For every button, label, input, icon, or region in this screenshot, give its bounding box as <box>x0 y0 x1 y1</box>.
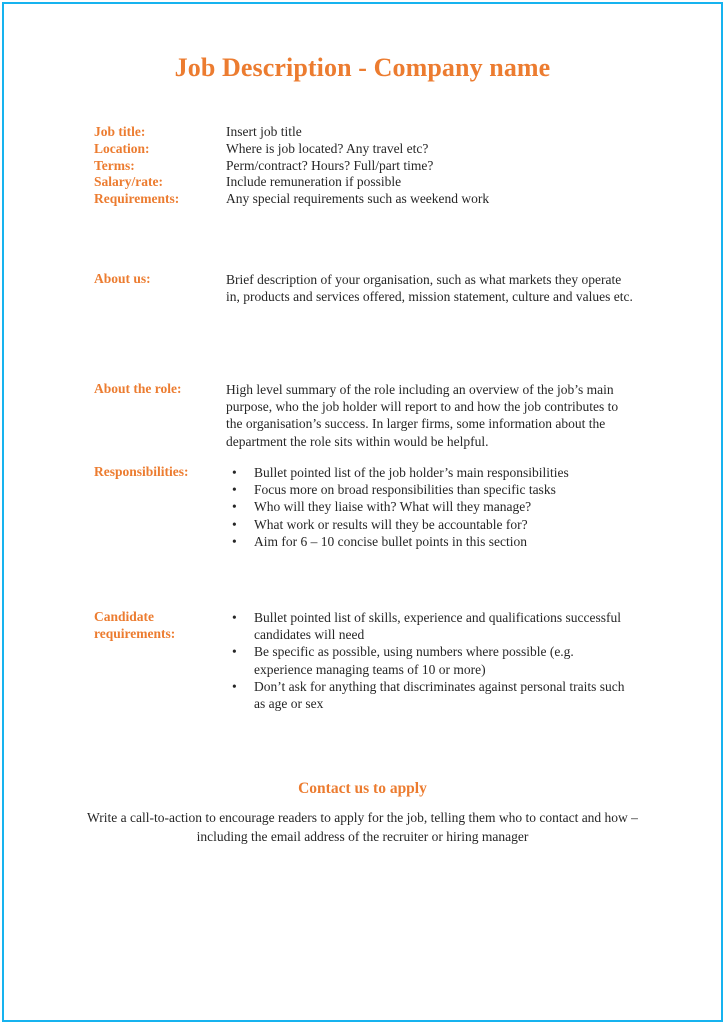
list-item-label: Who will they liaise with? What will they manage? <box>254 499 532 515</box>
candidate-requirements-list <box>226 609 634 712</box>
field-row-location <box>94 141 634 158</box>
field-label-salary-rate: Salary/rate: <box>94 174 163 190</box>
section-about-the-role <box>94 381 634 450</box>
field-label-terms: Terms: <box>94 157 135 173</box>
bullet-icon: • <box>232 678 237 694</box>
list-item <box>226 678 634 712</box>
section-label-responsibilities: Responsibilities: <box>94 464 189 479</box>
field-row-job-title <box>94 124 634 141</box>
bullet-icon: • <box>232 533 237 549</box>
section-about-us <box>94 271 634 305</box>
bullet-icon: • <box>232 482 237 498</box>
list-item <box>226 498 634 515</box>
list-item-label: Bullet pointed list of the job holder’s main responsibilities <box>254 465 569 480</box>
job-key-fields <box>94 124 634 208</box>
bullet-icon: • <box>232 499 237 515</box>
field-row-terms <box>94 158 634 175</box>
list-item-label: What work or results will they be accountable for? <box>254 516 528 532</box>
list-item <box>226 643 634 677</box>
contact-section-heading: Contact us to apply <box>298 780 427 797</box>
list-item <box>226 533 634 550</box>
list-item <box>226 481 634 498</box>
bullet-icon: • <box>232 516 237 532</box>
bullet-icon: • <box>232 610 237 625</box>
list-item-label: Aim for 6 – 10 concise bullet points in this section <box>254 533 527 549</box>
field-row-requirements <box>94 191 634 208</box>
section-label-line-1: Candidate <box>94 609 155 624</box>
list-item <box>226 609 634 643</box>
field-value-terms: Perm/contract? Hours? Full/part time? <box>226 157 434 173</box>
list-item-label: Focus more on broad responsibilities than specific tasks <box>254 482 556 498</box>
section-text-about-the-role: High level summary of the role including an overview of the job’s main purpose, who the job holder will report to and how the job contributes to the organisation’s success. In larger firms, some information about the department the role sits within would be helpful. <box>226 382 619 449</box>
section-label-about-the-role: About the role: <box>94 381 182 396</box>
field-label-requirements: Requirements: <box>94 191 180 207</box>
field-value-location: Where is job located? Any travel etc? <box>226 140 429 156</box>
field-value-job-title: Insert job title <box>226 124 302 139</box>
list-item <box>226 516 634 533</box>
page-title: Job Description - Company name <box>174 53 551 82</box>
section-text-about-us: Brief description of your organisation, such as what markets they operate in, products and services offered, mission statement, culture and values etc. <box>226 272 633 305</box>
field-row-salary-rate <box>94 174 634 191</box>
field-label-job-title: Job title: <box>94 124 146 139</box>
section-responsibilities <box>94 464 634 550</box>
field-value-requirements: Any special requirements such as weekend work <box>226 191 490 207</box>
section-label-about-us: About us: <box>94 271 151 286</box>
section-candidate-requirements <box>94 609 634 712</box>
contact-section-text: Write a call-to-action to encourage readers to apply for the job, telling them who to contact and how – including the email address of the recruiter or hiring manager <box>87 810 638 844</box>
bullet-icon: • <box>232 644 237 660</box>
section-label-line-2: requirements: <box>94 625 176 641</box>
section-label-candidate-requirements <box>94 609 226 643</box>
list-item-label: Don’t ask for anything that discriminates against personal traits such as age or sex <box>254 678 625 712</box>
bullet-icon: • <box>232 465 237 480</box>
field-label-location: Location: <box>94 140 150 156</box>
list-item-label: Bullet pointed list of skills, experience and qualifications successful candidates will need <box>254 610 622 643</box>
responsibilities-list <box>226 464 634 550</box>
list-item-label: Be specific as possible, using numbers where possible (e.g. experience managing teams of 10 or more) <box>254 644 574 677</box>
list-item <box>226 464 634 481</box>
field-value-salary-rate: Include remuneration if possible <box>226 174 402 190</box>
